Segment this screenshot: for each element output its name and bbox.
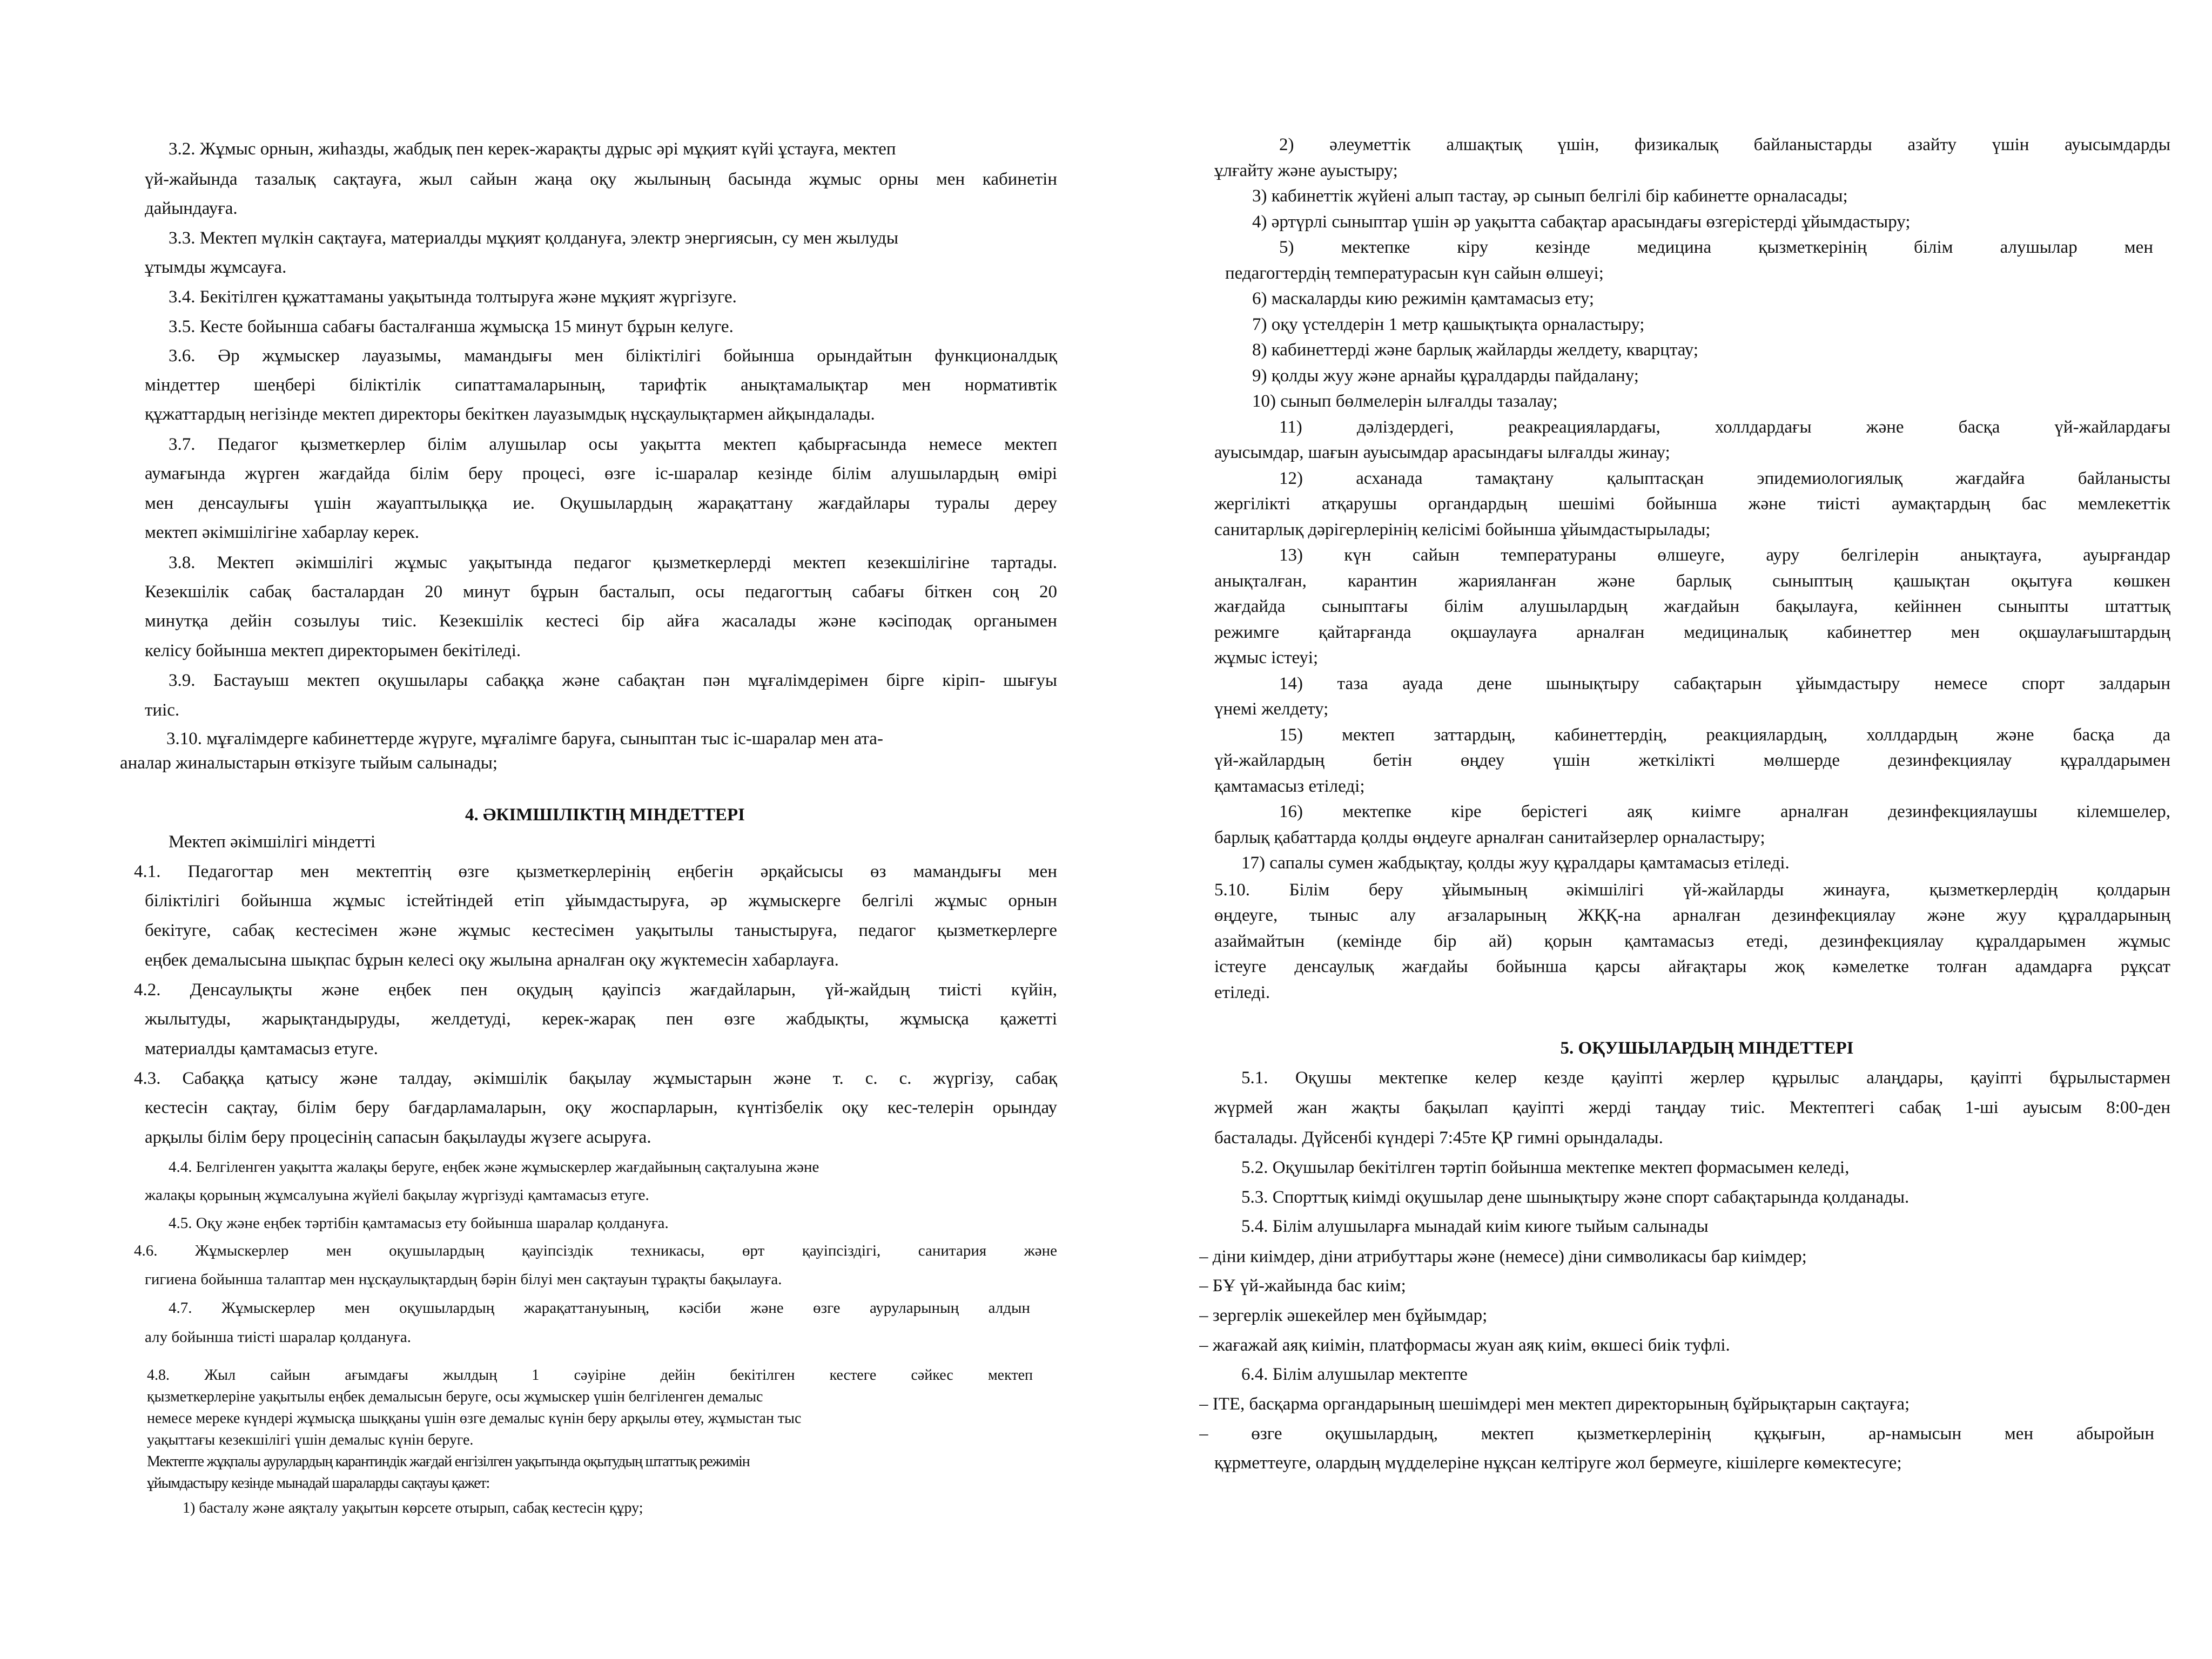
para-3-2-line-1: 3.2. Жұмыс орнын, жиһазды, жабдық пен керек-жарақты дұрыс әрі мұқият күйі ұстауға, мектеп	[169, 139, 896, 159]
para-3-6-line-2: міндеттер шеңбері біліктілік сипаттамаларының, тарифтік анықтамалықтар мен нормативтік	[145, 375, 1057, 395]
item-15-line-3: қамтамасыз етіледі;	[1214, 777, 1365, 796]
para-4-3-line-1: 4.3. Сабаққа қатысу және талдау, әкімшілік бақылау жұмыстарын және т. с. с. жүргізу, сабақ	[134, 1069, 1057, 1088]
section-4-heading: 4. ӘКІМШІЛІКТІҢ МІНДЕТТЕРІ	[465, 805, 745, 825]
item-2-line-1: 2) әлеуметтік алшақтық үшін, физикалық байланыстарды азайту үшін ауысымдарды	[1279, 135, 2170, 154]
item-8: 8) кабинеттерді және барлық жайларды желдету, кварцтау;	[1252, 340, 1698, 360]
item-16-line-1: 16) мектепке кіре берістегі аяқ киімге арналған дезинфекциялаушы кілемшелер,	[1279, 802, 2170, 821]
para-4-1-line-4: еңбек демалысына шықпас бұрын келесі оқу жылына арналған оқу жүктемесін хабарлауға.	[145, 950, 839, 970]
para-5-1-line-3: басталады. Дүйсенбі күндері 7:45те ҚР гимні орындалады.	[1214, 1128, 1663, 1148]
item-13-line-2: анықталған, карантин жарияланған және барлық сыныптың қашықтан оқытуға көшкен	[1214, 571, 2170, 591]
para-3-3-line-2: ұтымды жұмсауға.	[145, 258, 287, 277]
para-4-7-line-2: алу бойынша тиісті шаралар қолдануға.	[145, 1328, 411, 1346]
banned-item-4: – жағажай аяқ киімін, платформасы жуан аяқ киім, өкшесі биік туфлі.	[1199, 1336, 1730, 1355]
para-5-2: 5.2. Оқушылар бекітілген тәртіп бойынша мектепке мектеп формасымен келеді,	[1241, 1158, 1850, 1177]
para-3-8-line-1: 3.8. Мектеп әкімшілігі жұмыс уақытында педагог қызметкерлерді мектеп кезекшілігіне тартады.	[169, 553, 1057, 572]
para-5-4: 5.4. Білім алушыларға мынадай киім киюге тыйым салынады	[1241, 1217, 1709, 1236]
item-12-line-1: 12) асханада тамақтану қалыптасқан эпидемиологиялық жағдайға байланысты	[1279, 469, 2170, 488]
item-15-line-2: үй-жайлардың бетін өңдеу үшін жеткілікті мөлшерде дезинфекциялау құралдарымен	[1214, 751, 2170, 770]
student-duty-2-line-1: – өзге оқушылардың, мектеп қызметкерлерінің құқығын, ар-намысын мен абыройын	[1199, 1424, 2154, 1444]
para-3-3-line-1: 3.3. Мектеп мүлкін сақтауға, материалды мұқият қолдануға, электр энергиясын, су мен жылуды	[169, 228, 899, 248]
item-11-line-1: 11) дәліздердегі, реакреациялардағы, холлдардағы және басқа үй-жайлардағы	[1279, 417, 2170, 437]
quarantine-intro-line-2: ұйымдастыру кезінде мынадай шараларды сақтауы қажет:	[147, 1475, 490, 1492]
para-5-1-line-1: 5.1. Оқушы мектепке келер кезде қауіпті жерлер құрылыс алаңдары, қауіпті бұрылыстармен	[1241, 1068, 2170, 1088]
item-17: 17) сапалы сумен жабдықтау, қолды жуу құралдары қамтамасыз етіледі.	[1241, 853, 1790, 873]
para-3-8-line-3: минутқа дейін созылуы тиіс. Кезекшілік кестесі бір айға жасалады және кәсіподақ органымен	[145, 611, 1057, 631]
item-12-line-2: жергілікті атқарушы органдардың шешімі бойынша және тиісті аумақтардың бас мемлекеттік	[1214, 494, 2170, 514]
para-5-10-line-2: өңдеуге, тыныс алу ағзаларының ЖҚҚ-на арналған дезинфекциялау және жуу құралдарының	[1214, 906, 2170, 925]
item-9: 9) қолды жуу және арнайы құралдарды пайдалану;	[1252, 366, 1639, 386]
para-5-1-line-2: жүрмей жан жақты бақылап қауіпті жерді таңдау тиіс. Мектептегі сабақ 1-ші ауысым 8:00-ден	[1214, 1098, 2170, 1117]
para-3-4: 3.4. Бекітілген құжаттаманы уақытында толтыруға және мұқият жүргізуге.	[169, 287, 737, 307]
para-3-2-line-2: үй-жайында тазалық сақтауға, жыл сайын жаңа оқу жылының басында жұмыс орны мен кабинетін	[145, 170, 1057, 189]
para-4-8-line-1: 4.8. Жыл сайын ағымдағы жылдың 1 сәуіріне дейін бекітілген кестеге сәйкес мектеп	[147, 1367, 1033, 1384]
para-3-8-line-4: келісу бойынша мектеп директорымен бекітіледі.	[145, 641, 521, 660]
para-3-7-line-3: мен денсаулығы үшін жауаптылыққа ие. Оқушылардың жарақаттану жағдайлары туралы дереу	[145, 494, 1057, 513]
para-4-4-line-1: 4.4. Белгіленген уақытта жалақы беруге, еңбек және жұмыскерлер жағдайының сақталуына және	[169, 1158, 819, 1176]
item-3: 3) кабинеттік жүйені алып тастау, әр сынып белгілі бір кабинетте орналасады;	[1252, 186, 1848, 206]
item-5-line-2: педагогтердің температурасын күн сайын өлшеуі;	[1225, 264, 1604, 283]
item-5-line-1: 5) мектепке кіру кезінде медицина қызметкерінің білім алушылар мен	[1279, 238, 2153, 257]
para-4-8-line-4: уақыттағы кезекшілігі үшін демалыс күнін беруге.	[147, 1432, 474, 1448]
para-6-4: 6.4. Білім алушылар мектепте	[1241, 1365, 1468, 1384]
para-5-10-line-1: 5.10. Білім беру ұйымының әкімшілігі үй-жайларды жинауға, қызметкерлердің қолдарын	[1214, 880, 2170, 900]
para-4-2-line-2: жылытуды, жарықтандыруды, желдетуді, керек-жарақ пен өзге жабдықты, жұмысқа қажетті	[145, 1009, 1057, 1029]
item-15-line-1: 15) мектеп заттардың, кабинеттердің, реакциялардың, холлдардың және басқа да	[1279, 725, 2170, 745]
para-3-9-line-1: 3.9. Бастауыш мектеп оқушылары сабаққа және сабақтан пән мұғалімдерімен бірге кіріп- шығуы	[169, 671, 1057, 690]
item-2-line-2: ұлғайту және ауыстыру;	[1214, 161, 1398, 180]
para-5-10-line-3: азаймайтын (кемінде бір ай) қорын қамтамасыз етеді, дезинфекциялау құралдарымен жұмыс	[1214, 932, 2170, 951]
para-5-3: 5.3. Спорттық киімді оқушылар дене шынықтыру және спорт сабақтарында қолданады.	[1241, 1188, 1910, 1207]
item-13-line-4: режимге қайтарғанда оқшаулауға арналған медициналық кабинеттер мен оқшаулағыштардың	[1214, 623, 2170, 642]
para-5-10-line-5: етіледі.	[1214, 983, 1270, 1002]
banned-item-3: – зергерлік әшекейлер мен бұйымдар;	[1199, 1306, 1488, 1325]
admin-duties-label: Мектеп әкімшілігі міндетті	[169, 832, 376, 852]
para-3-7-line-1: 3.7. Педагог қызметкерлер білім алушылар осы уақытта мектеп қабырғасында немесе мектеп	[169, 435, 1057, 454]
item-16-line-2: барлық қабаттарда қолды өңдеуге арналған санитайзерлер орналастыру;	[1214, 828, 1765, 847]
para-3-9-line-2: тиіс.	[145, 700, 180, 720]
para-4-4-line-2: жалақы қорының жұмсалуына жүйелі бақылау жүргізуді қамтамасыз етуге.	[145, 1186, 649, 1204]
student-duty-1: – ITE, басқарма органдарының шешімдері мен мектеп директорының бұйрықтарын сақтауға;	[1199, 1394, 1910, 1414]
para-3-7-line-2: аумағында жүрген жағдайда білім беру процесі, өзге іс-шаралар кезінде білім алушылардың өмірі	[145, 464, 1057, 483]
item-4: 4) әртүрлі сыныптар үшін әр уақытта сабақтар арасындағы өзгерістерді ұйымдастыру;	[1252, 212, 1911, 232]
item-13-line-5: жұмыс істеуі;	[1214, 648, 1319, 667]
para-3-8-line-2: Кезекшілік сабақ басталардан 20 минут бұрын басталып, осы педагогтың сабағы біткен соң 20	[145, 582, 1057, 602]
para-4-8-line-3: немесе мереке күндері жұмысқа шыққаны үшін өзге демалыс күнін беру арқылы өтеу, жұмыстан тыс	[147, 1410, 802, 1427]
student-duty-2-line-2: құрметтеуге, олардың мүдделеріне нұқсан келтіруге жол бермеуге, кішілерге көмектесуге;	[1214, 1453, 1902, 1473]
banned-item-1: – діни киімдер, діни атрибуттары және (немесе) діни символикасы бар киімдер;	[1199, 1247, 1807, 1266]
banned-item-2: – БҰ үй-жайында бас киім;	[1199, 1276, 1406, 1296]
para-4-6-line-2: гигиена бойынша талаптар мен нұсқаулықтардың бәрін білуі мен сақтауын тұрақты бақылауға.	[145, 1271, 782, 1288]
para-4-8-line-2: қызметкерлеріне уақытылы еңбек демалысын беруге, осы жұмыскер үшін белгіленген демалыс	[147, 1388, 763, 1405]
para-3-7-line-4: мектеп әкімшілігіне хабарлау керек.	[145, 523, 420, 542]
item-10: 10) сынып бөлмелерін ылғалды тазалау;	[1252, 392, 1558, 411]
para-4-5: 4.5. Оқу және еңбек тәртібін қамтамасыз ету бойынша шаралар қолдануға.	[169, 1215, 669, 1232]
para-4-1-line-1: 4.1. Педагогтар мен мектептің өзге қызметкерлерінің еңбегін әрқайсысы өз мамандығы мен	[134, 862, 1057, 881]
para-3-5: 3.5. Кесте бойынша сабағы басталғанша жұмысқа 15 минут бұрын келуге.	[169, 317, 734, 336]
item-7: 7) оқу үстелдерін 1 метр қашықтықта орналастыру;	[1252, 315, 1645, 334]
para-3-2-line-3: дайындауға.	[145, 199, 238, 218]
item-12-line-3: санитарлық дәрігерлерінің келісімі бойынша ұйымдастырылады;	[1214, 520, 1711, 539]
item-13-line-3: жағдайда сыныптағы білім алушылардың жағдайын бақылауға, кейіннен сыныпты штаттық	[1214, 597, 2170, 616]
quarantine-item-1: 1) басталу және аяқталу уақытын көрсете отырып, сабақ кестесін құру;	[183, 1500, 643, 1516]
para-3-6-line-3: құжаттардың негізінде мектеп директоры бекіткен лауазымдық нұсқаулықтармен айқындалады.	[145, 404, 875, 424]
para-4-7-line-1: 4.7. Жұмыскерлер мен оқушылардың жарақаттануының, кәсіби және өзге ауруларының алдын	[169, 1299, 1030, 1317]
para-3-6-line-1: 3.6. Әр жұмыскер лауазымы, мамандығы мен біліктілігі бойынша орындайтын функционалдық	[169, 346, 1057, 366]
item-13-line-1: 13) күн сайын температураны өлшеуге, ауру белгілерін анықтауға, ауырғандар	[1279, 545, 2170, 565]
para-3-10-line-2: аналар жиналыстарын өткізуге тыйым салынады;	[120, 753, 498, 773]
para-4-2-line-1: 4.2. Денсаулықты және еңбек пен оқудың қауіпсіз жағдайларын, үй-жайдың тиісті күйін,	[134, 980, 1057, 1000]
para-4-1-line-2: біліктілігі бойынша жұмыс істейтіндей етіп ұйымдастыруға, әр жұмыскерге белгілі жұмыс орнын	[145, 891, 1057, 911]
item-11-line-2: ауысымдар, шағын ауысымдар арасындағы ылғалды жинау;	[1214, 443, 1670, 462]
quarantine-intro-line-1: Мектепте жұқпалы аурулардың карантиндік жағдай енгізілген уақытында оқытудың штаттық режимін	[147, 1453, 750, 1470]
item-14-line-2: үнемі желдету;	[1214, 699, 1329, 719]
para-5-10-line-4: істеуге денсаулық жағдайы бойынша қарсы айғақтары жоқ кәмелетке толған адамдарға рұқсат	[1214, 957, 2170, 976]
para-4-3-line-3: арқылы білім беру процесінің сапасын бақылауды жүзеге асыруға.	[145, 1128, 651, 1147]
para-4-2-line-3: материалды қамтамасыз етуге.	[145, 1039, 378, 1058]
item-14-line-1: 14) таза ауада дене шынықтыру сабақтарын ұйымдастыру немесе спорт залдарын	[1279, 674, 2170, 693]
item-6: 6) маскаларды кию режимін қамтамасыз ету;	[1252, 289, 1595, 308]
para-3-10-line-1: 3.10. мұғалімдерге кабинеттерде жүруге, мұғалімге баруға, сыныптан тыс іс-шаралар мен ата-	[166, 729, 883, 748]
para-4-6-line-1: 4.6. Жұмыскерлер мен оқушылардың қауіпсіздік техникасы, өрт қауіпсіздігі, санитария және	[134, 1242, 1057, 1259]
section-5-heading: 5. ОҚУШЫЛАРДЫҢ МІНДЕТТЕРІ	[1560, 1038, 1854, 1058]
para-4-1-line-3: бекітуге, сабақ кестесімен және жұмыс кестесімен уақытылы таныстыруға, педагог қызметкерлерге	[145, 921, 1057, 940]
para-4-3-line-2: кестесін сақтау, білім беру бағдарламаларын, оқу жоспарларын, күнтізбелік оқу кес-телерін орындау	[145, 1098, 1057, 1117]
